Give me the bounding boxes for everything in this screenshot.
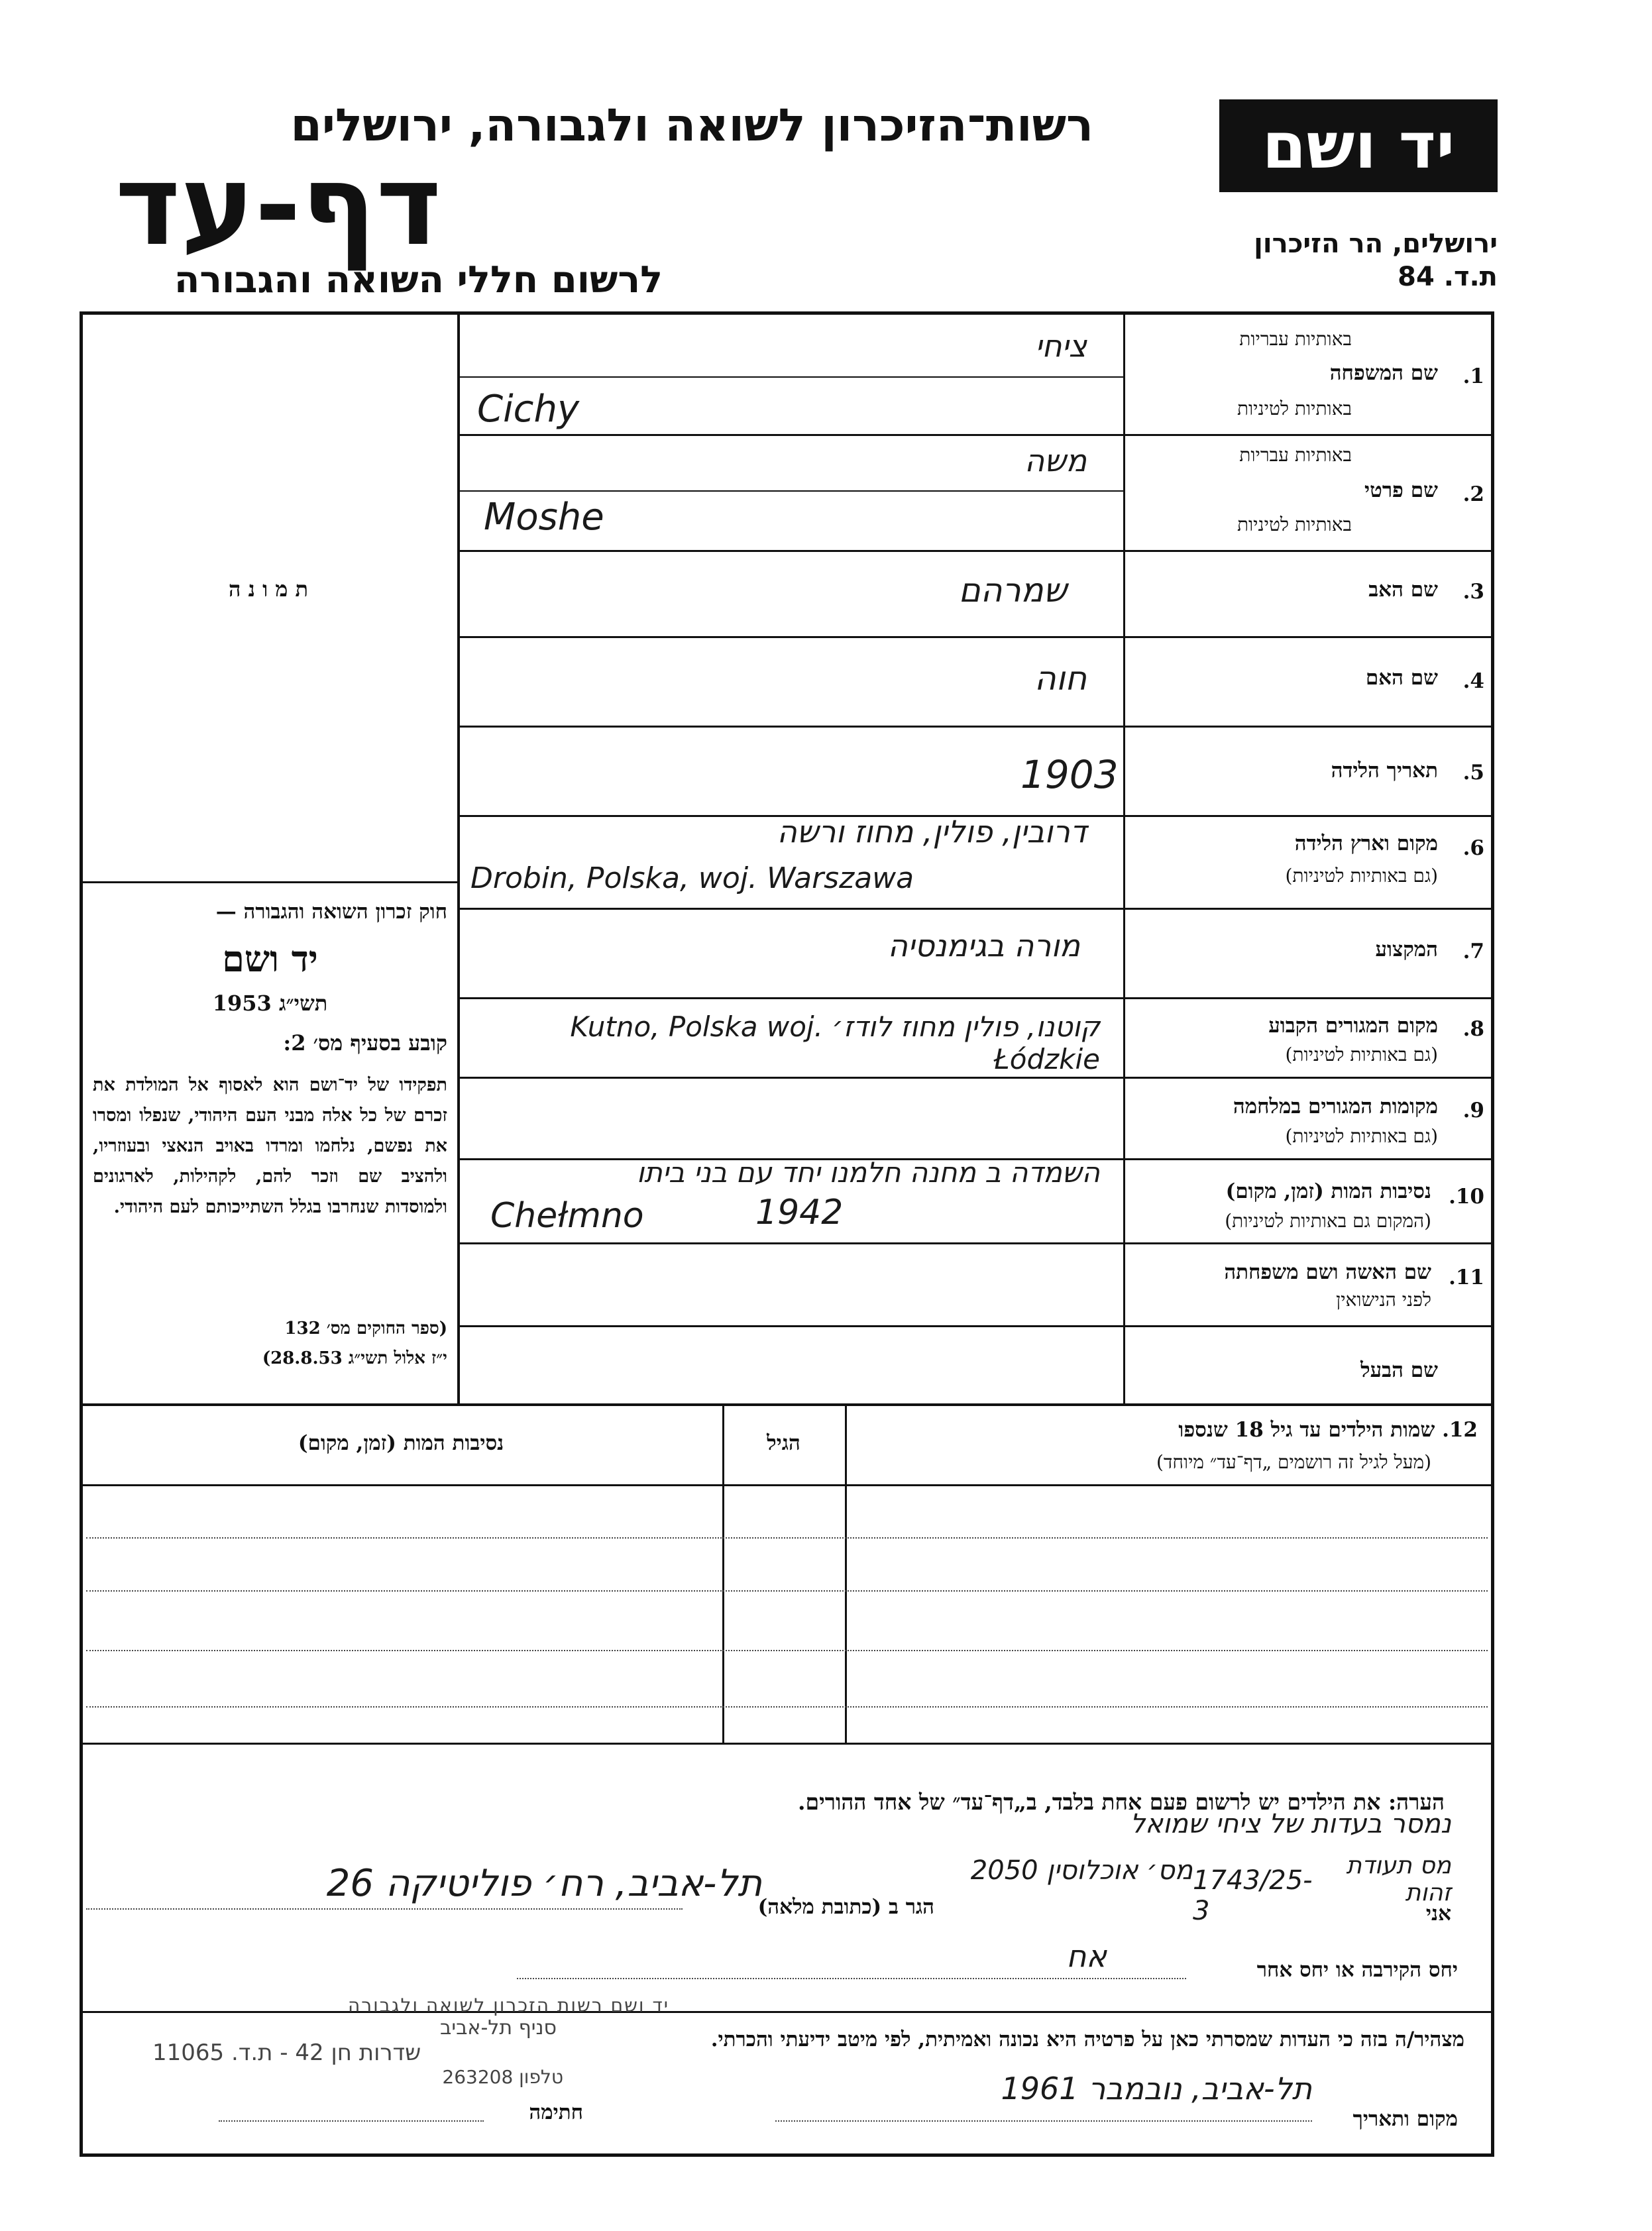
row-6-bottom [459, 908, 1492, 910]
field-1-num: 1. [1462, 364, 1484, 388]
frame-right [1491, 311, 1494, 2157]
permanent-residence-value[interactable]: קוטנו, פולין מחוז לודז׳ Kutno, Polska woj. Łódzkie [570, 1010, 1100, 1075]
field-8-label: מקום המגורים הקבוע [1268, 1014, 1438, 1038]
birth-place-hebrew-value[interactable]: דרובין, פולין, מחוז ורשה [777, 814, 1087, 849]
page-subtitle: לרשום חללי השואה והגבורה [174, 258, 663, 301]
row-4-bottom [459, 726, 1492, 728]
field-10-num: 10. [1449, 1185, 1484, 1209]
field-11-num: 11. [1449, 1266, 1484, 1289]
field-1-label: שם המשפחה [1329, 361, 1438, 385]
label-col-divider [1123, 311, 1125, 1405]
law-title: חוק זכרון השואה והגבורה — [215, 900, 447, 924]
field-11-label: שם האשה ושם משפחתה [1224, 1260, 1431, 1284]
place-date-label: מקום ותאריך [1352, 2107, 1458, 2131]
law-text: תפקידו של יד־ושם הוא לאסוף אל המולדת את זכרם של כל אלה מבני העם היהודי, שנפלו ומסרו את נפשם, נלחמו ומרדו באויב הנאצי ובעוזריו, ולהציב שם וזכר להם, לקהילות, לארגונים ולמוסדות שנחרבו בגלל השתייכותם לעם היהודי. [93, 1075, 447, 1217]
law-ref-1: (ספר החוקים מס׳ 132 [284, 1319, 447, 1338]
death-circumstances-hebrew-value[interactable]: השמדה ב מחנה חלמנו יחד עם בני ביתו [636, 1156, 1100, 1189]
children-header-bottom [81, 1484, 1492, 1486]
field-7-label: המקצוע [1375, 938, 1438, 961]
law-clause: קובע בסעיף מס׳ 2: [283, 1030, 447, 1056]
children-line-4[interactable] [86, 1706, 1488, 1708]
field-1-sub-latin: באותיות לטיניות [1237, 398, 1352, 419]
population-id-value[interactable]: מס׳ אוכלוסין 2050 [970, 1855, 1193, 1886]
field-2-label: שם פרטי [1364, 478, 1438, 502]
children-line-3[interactable] [86, 1650, 1488, 1651]
row-10-bottom [459, 1242, 1492, 1244]
husband-name-label: שם הבעל [1360, 1358, 1438, 1382]
field-6-label: מקום וארץ הלידה [1294, 832, 1438, 855]
family-name-hebrew-value[interactable]: ציחי [1035, 328, 1087, 364]
birth-place-latin-value[interactable]: Drobin, Polska, woj. Warszawa [470, 861, 914, 895]
relation-value[interactable]: אח [1066, 1938, 1107, 1974]
field-3-label: שם האב [1368, 578, 1438, 602]
field-6-sub: (גם באותיות לטיניות) [1285, 865, 1438, 887]
children-label: 12. שמות הילדים עד גיל 18 שנספו [1178, 1418, 1478, 1442]
children-col-age-left [722, 1405, 724, 1743]
field-8-num: 8. [1462, 1017, 1484, 1041]
residence-label: הגר ב (כתובת מלאה) [757, 1895, 934, 1919]
upper-block-bottom [80, 1403, 1494, 1406]
field-5-label: תאריך הלידה [1331, 759, 1438, 783]
children-sub: (מעל לגיל זה רושמים „דף־עד״ מיוחד) [1156, 1451, 1431, 1473]
field-9-label: מקומות המגורים במלחמה [1233, 1095, 1438, 1118]
field-9-sub: (גם באותיות לטיניות) [1285, 1125, 1438, 1147]
first-name-hebrew-value[interactable]: משה [1024, 443, 1087, 478]
relation-line [517, 1978, 1186, 1979]
photo-col-divider [457, 311, 460, 1405]
field-10-sub: (המקום גם באותיות לטיניות) [1225, 1210, 1431, 1232]
address-line-1: ירושלים, הר הזיכרון [1254, 229, 1498, 259]
page-title: דף-עד [115, 140, 442, 270]
row-8-bottom [459, 1077, 1492, 1079]
children-line-2[interactable] [86, 1590, 1488, 1592]
field-9-num: 9. [1462, 1099, 1484, 1122]
field-8-sub: (גם באותיות לטיניות) [1285, 1044, 1438, 1065]
stamp-line-1: יד ושם רשות הזכרון לשואה ולגבורה [347, 1994, 669, 2016]
field-4-num: 4. [1462, 669, 1484, 693]
row-1-mid [459, 376, 1123, 378]
signature-label: חתימה [529, 2100, 583, 2124]
stamp [152, 1994, 669, 2114]
row-2-bottom [459, 550, 1492, 552]
frame-bottom [80, 2153, 1494, 2157]
signature-line[interactable] [219, 2120, 484, 2122]
mother-name-value[interactable]: חוה [1034, 659, 1087, 698]
row-1-bottom [459, 434, 1492, 436]
father-name-value[interactable]: שמרהם [958, 571, 1067, 610]
row-3-bottom [459, 636, 1492, 638]
residence-value[interactable]: תל-אביב, רח׳ פוליטיקה 26 [326, 1862, 762, 1905]
family-name-latin-value[interactable]: Cichy [477, 388, 580, 431]
field-5-num: 5. [1462, 761, 1484, 785]
field-2-num: 2. [1462, 482, 1484, 506]
field-11-sub: לפני הנישואין [1336, 1289, 1431, 1311]
first-name-latin-value[interactable]: Moshe [484, 496, 604, 539]
stamp-line-3: שדרות חן 42 - ת.ד. 11065 [152, 2040, 421, 2066]
frame-left [80, 311, 83, 2157]
field-3-num: 3. [1462, 580, 1484, 604]
law-year: תשי״ג 1953 [212, 991, 328, 1016]
children-age-header: הגיל [767, 1431, 800, 1455]
id-line-label: מס תעודת זהות [1346, 1852, 1451, 1906]
yad-vashem-logo: יד ושם [1219, 99, 1498, 192]
law-ref-2: י״ז אלול תשי״ג 28.8.53) [262, 1348, 447, 1368]
field-7-num: 7. [1462, 940, 1484, 963]
frame-top [80, 311, 1494, 315]
field-2-sub-hebrew: באותיות עבריות [1239, 444, 1352, 466]
place-date-line [775, 2120, 1312, 2122]
field-10-label: נסיבות המות (זמן, מקום) [1225, 1179, 1431, 1203]
residence-line [86, 1908, 683, 1910]
relation-label: יחס הקירבה או יחס אחר [1256, 1958, 1458, 1982]
ani-label: אני [1425, 1902, 1451, 1926]
birth-date-value[interactable]: 1903 [1020, 752, 1119, 797]
death-year-value[interactable]: 1942 [755, 1193, 844, 1232]
children-death-header: נסיבות המות (זמן, מקום) [298, 1431, 504, 1455]
children-note: הערה: את הילדים יש לרשום פעם אחת בלבד, ב„דף־עד״ של אחד ההורים. [798, 1789, 1445, 1815]
stamp-line-2: סניף תל-אביב [440, 2016, 557, 2040]
stamp-line-4: טלפון 263208 [442, 2066, 563, 2088]
death-place-latin-value[interactable]: Chełmno [490, 1196, 644, 1236]
field-4-label: שם האם [1365, 666, 1438, 690]
children-table-bottom [81, 1743, 1492, 1745]
children-line-1[interactable] [86, 1537, 1488, 1539]
row-2-mid [459, 490, 1123, 492]
submitter-handwritten-note[interactable]: נמסר בעדות של ציחי שמואל [1130, 1809, 1451, 1839]
field-1-sub-hebrew: באותיות עבריות [1239, 328, 1352, 350]
id-number-value[interactable]: 1743/25-3 [1193, 1865, 1313, 1926]
photo-box-bottom [81, 881, 459, 883]
field-2-sub-latin: באותיות לטיניות [1237, 514, 1352, 535]
photo-label: ת מ ו נ ה [228, 576, 309, 602]
children-col-age-right [845, 1405, 847, 1743]
law-name: יד ושם [222, 938, 318, 980]
row-7-bottom [459, 997, 1492, 999]
declaration-text: מצהיר/ה בזה כי העדות שמסרתי כאן על פרטיה היא נכונה ואמיתית, לפי מיטב ידיעתי והכרתי. [710, 2028, 1464, 2051]
authority-title: רשות־הזיכרון לשואה ולגבורה, ירושלים [290, 99, 1093, 152]
row-11-bottom [459, 1325, 1492, 1327]
profession-value[interactable]: מורה בגימנסיה [887, 928, 1080, 963]
field-6-num: 6. [1462, 836, 1484, 860]
place-date-value[interactable]: תל-אביב, נובמבר 1961 [1001, 2071, 1312, 2106]
address-line-2: ת.ד. 84 [1398, 262, 1498, 292]
